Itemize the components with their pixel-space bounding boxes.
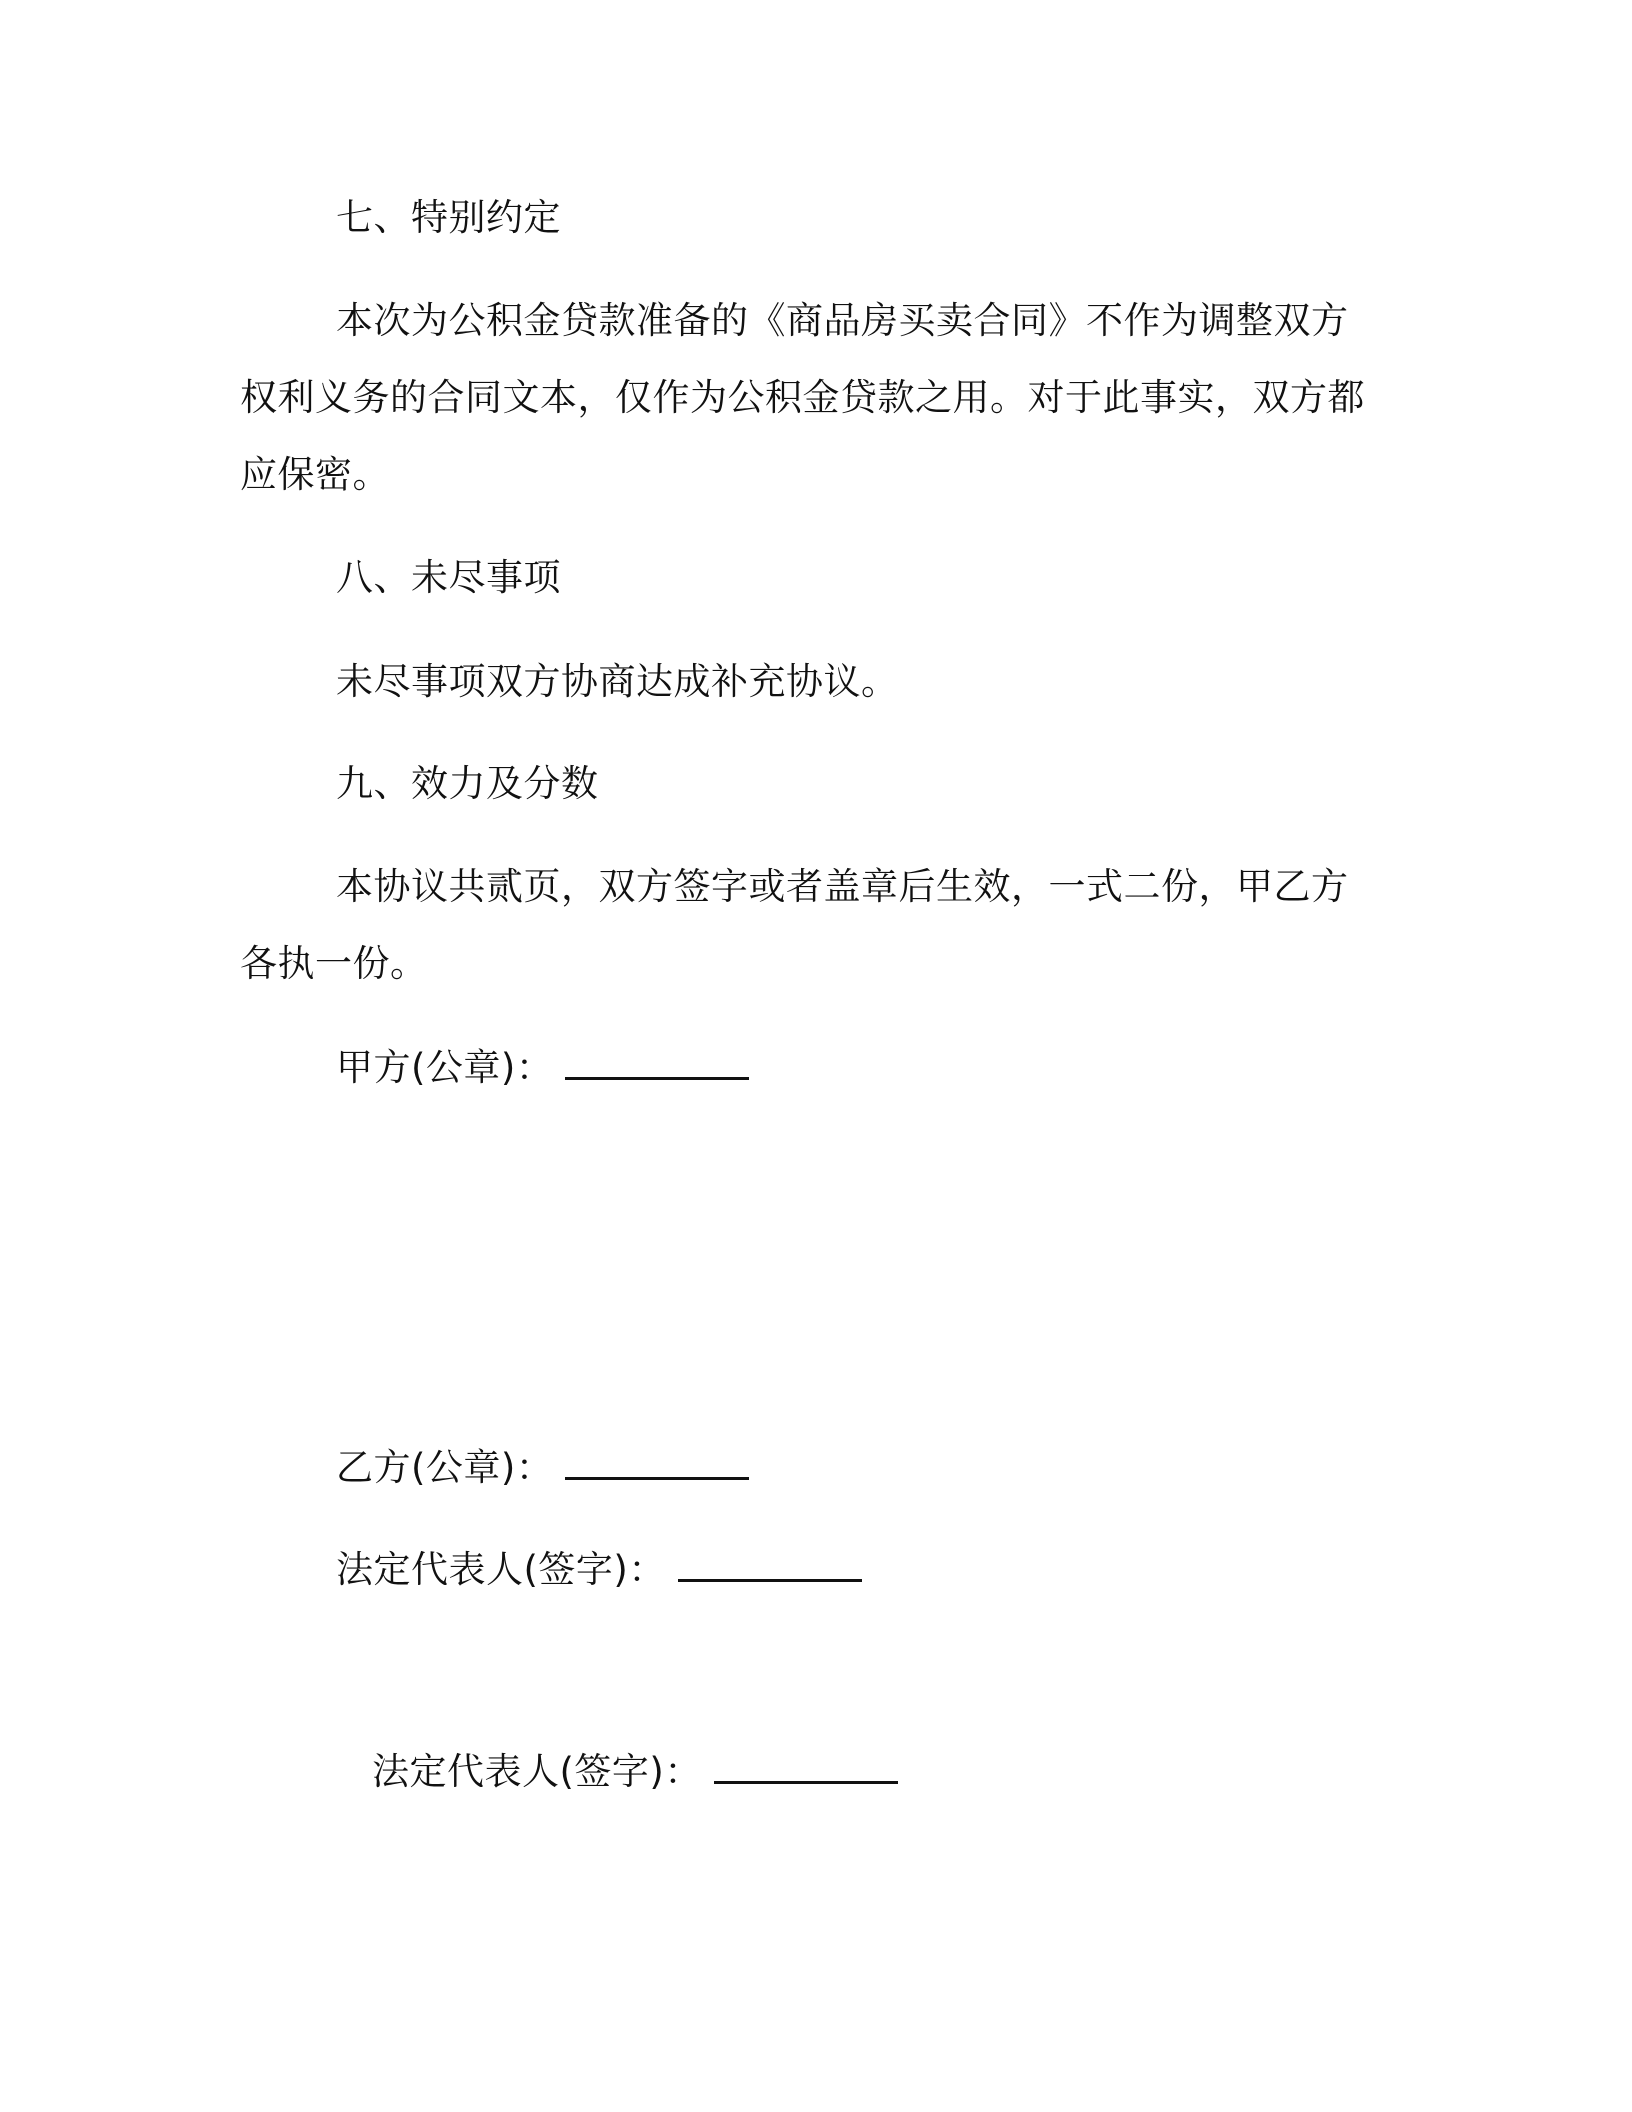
party-b-seal-blank[interactable] xyxy=(565,1447,749,1480)
section-7-body: 本次为公积金贷款准备的《商品房买卖合同》不作为调整双方权利义务的合同文本，仅作为公积金贷款之用。对于此事实，双方都应保密。 xyxy=(240,299,1365,496)
party-a-seal-label: 甲方(公章)： xyxy=(336,1046,554,1089)
section-7-heading: 七、特别约定 xyxy=(336,196,561,239)
party-a-seal-line xyxy=(336,1042,749,1094)
party-a-seal-blank[interactable] xyxy=(565,1047,749,1080)
section-8-body: 未尽事项双方协商达成补充协议。 xyxy=(336,660,899,703)
party-b-seal-line xyxy=(336,1442,749,1494)
party-a-representative-blank[interactable] xyxy=(714,1751,898,1784)
party-b-seal-label: 乙方(公章)： xyxy=(336,1446,554,1489)
section-9-heading: 九、效力及分数 xyxy=(336,762,599,805)
party-b-representative-blank[interactable] xyxy=(678,1549,862,1582)
party-b-representative-label: 法定代表人(签字)： xyxy=(336,1548,666,1591)
party-a-representative-label: 法定代表人(签字)： xyxy=(372,1750,702,1793)
party-b-representative-line xyxy=(336,1544,862,1596)
section-9-body: 本协议共贰页，双方签字或者盖章后生效，一式二份，甲乙方各执一份。 xyxy=(240,865,1349,985)
section-8-heading: 八、未尽事项 xyxy=(336,556,561,599)
party-a-representative-line xyxy=(372,1746,898,1798)
